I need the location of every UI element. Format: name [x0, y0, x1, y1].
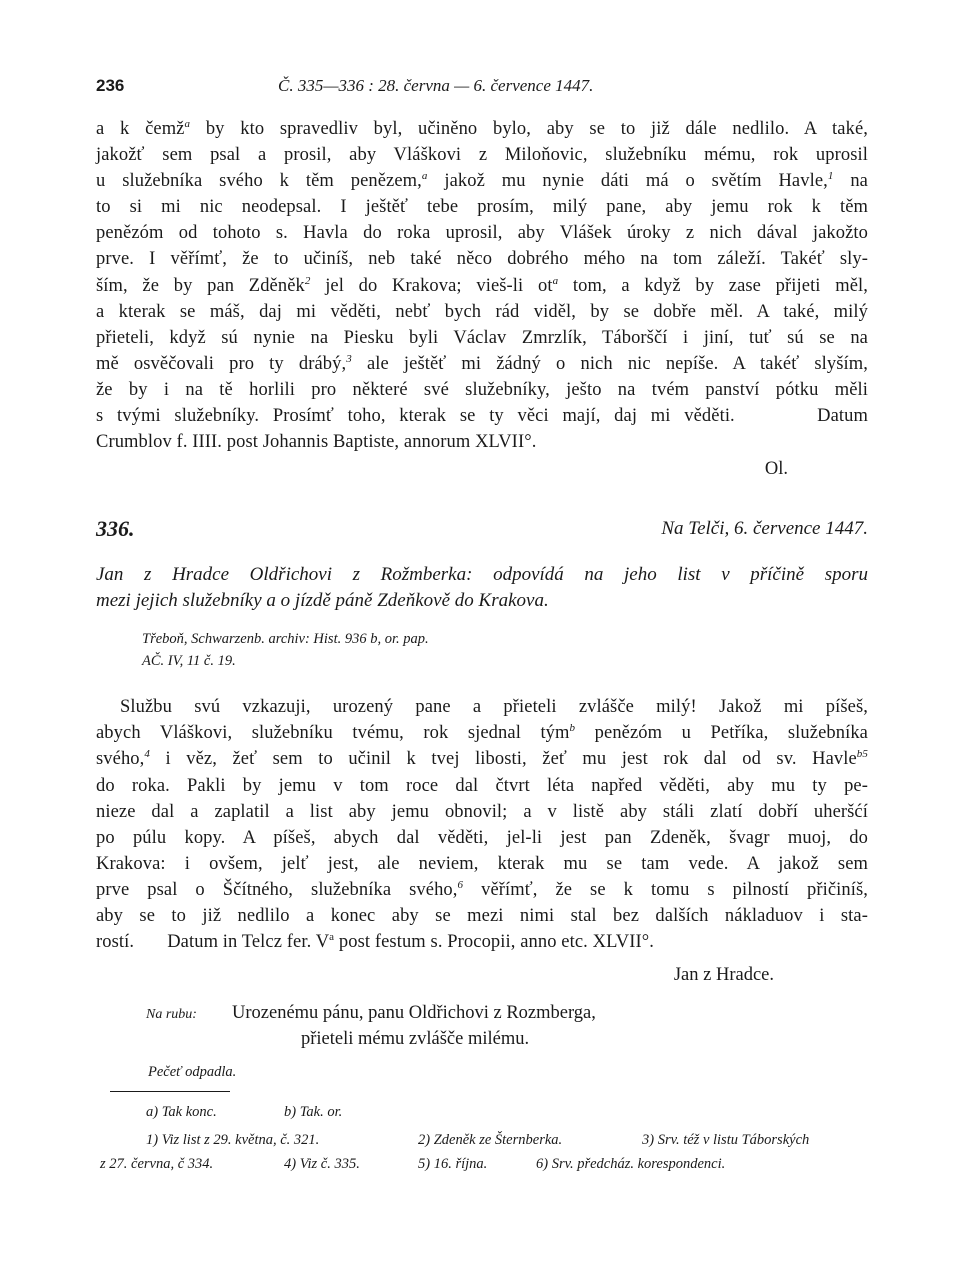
footnote: 4) Viz č. 335. [284, 1156, 360, 1173]
text-line: nieze dal a zaplatil a list aby jemu obnovil; a v listě aby stáli zlatí dobří uheršćí [96, 801, 868, 822]
letter-335-signature: Ol. [764, 459, 788, 480]
footnotes [96, 1100, 868, 1176]
regest [96, 562, 868, 614]
text-line: s tvými služebníky. Prosímť toho, kterak se ty věci mají, daj mi věděti. Datum [96, 406, 868, 427]
text-line: přieteli, když sú nynie na Piesku byli Václav Zmrzlík, Táborščí i jiní, tuť sú se na [96, 327, 868, 348]
letter-335-text [96, 116, 868, 455]
footnote: z 27. června, č 334. [100, 1156, 214, 1173]
text-line: Službu svú vzkazuji, urozený pane a přieteli zvláščе milý! Jakož mi píšeš, [120, 697, 868, 718]
footnote-row [96, 1128, 868, 1152]
text-line: aby se to již nedlilo a konec aby se mezi nimi stal bez dalších nákladuov i sta- [96, 905, 868, 926]
running-title: Č. 335—336 : 28. června — 6. července 1447. [278, 76, 594, 95]
text-line: svého,$^4$ i věz, žeť sem to učinil k tvej libosti, žeť mu jest rok dal od sv. Havle$^{b5}$ [96, 748, 868, 770]
footnote: b) Tak. or. [284, 1104, 343, 1121]
signoff: Jan z Hradce. [673, 965, 774, 986]
document-number: 336. [96, 516, 135, 542]
source-line: AČ. IV, 11 č. 19. [142, 653, 236, 670]
text-line: Crumblov f. IIII. post Johannis Baptiste, annorum XLVII°. [96, 432, 537, 453]
text-line: ším, že by pan Zděněk$^2$ jel do Krakova; vieš-li $ot^a$ tom, a když by zase přijeti měl, [96, 274, 868, 296]
text-line: rostí. Datum in Telcz fer. $V^a$ post festum s. Procopii, anno etc. XLVII°. [96, 930, 654, 953]
text-line: penězóm od tohoto s. Havla do roka uprosil, aby Vlášek úroky z nich dával jakožto [96, 223, 868, 244]
text-line: prve. I věřímť, že to učiníš, neb také něco dobrého mého na tom záleží. Takéť sly- [96, 249, 868, 270]
address-block [96, 1000, 868, 1054]
footnote: 1) Viz list z 29. května, č. 321. [146, 1132, 320, 1149]
text-line: do roka. Pakli by jemu v tom roce dal čtvrt léta napřed věděti, aby mu ty pe- [96, 775, 868, 796]
footnote-row [96, 1152, 868, 1176]
text-line: prve psal o Ščítného, služebníka svého,$^6$ věřímť, že se k tomu s pilností přičiníš, [96, 878, 868, 900]
address-label: Na rubu: [146, 1007, 197, 1023]
source-citation [96, 628, 868, 672]
regest-line: Jan z Hradce Oldřichovi z Rožmberka: odpovídá na jeho list v příčině sporu [96, 564, 868, 586]
seal-note: Pečeť odpadla. [148, 1064, 237, 1081]
text-line: mě osvěčovali pro ty drábý,$^3$ ale ještěť mi žádný o nich nic nepíše. A takéť slyším, [96, 352, 868, 374]
text-line: a kterak se máš, daj mi věděti, nebť bych rád viděl, by se dobře měl. A také, milý [96, 301, 868, 322]
text-line: po púlu kopy. A píšeš, abych dal věděti, jel-li jest pan Zdeněk, švagr muoj, do [96, 827, 868, 848]
text-line: abych Vláškovi, služebníku tvému, rok sjednal tým$^b$ penězóm u Petříka, služebníka [96, 722, 868, 744]
document-heading [96, 516, 868, 550]
letter-336-text [96, 694, 868, 955]
page [96, 70, 868, 1176]
footnote: 3) Srv. též v listu Táborských [642, 1132, 810, 1149]
text-line: jakožť sem psal a prosil, aby Vláškovi z Miloňovic, služebníku mému, rok uprosil [96, 145, 868, 166]
address-line: Urozenému pánu, panu Oldřichovi z Rozmberga, [232, 1003, 596, 1024]
text-line: Krakova: i ovšem, jelť jest, ale neviem, kterak mu se tam vede. A jakož sem [96, 853, 868, 874]
source-line: Třeboň, Schwarzenb. archiv: Hist. 936 b, or. pap. [142, 631, 429, 648]
address-line: přieteli mému zvláščе milému. [301, 1029, 530, 1050]
text-line: a k čemž$^a$ by kto spravedliv byl, učiněno bylo, aby se to již dále nedlilo. A také, [96, 117, 868, 139]
running-head [96, 70, 868, 102]
place-date: Na Telči, 6. července 1447. [661, 518, 868, 540]
text-line: že by i na tě horlili pro některé své služebníky, ješto na tvém panství pótku měli [96, 379, 868, 400]
footnote: 5) 16. října. [418, 1156, 488, 1173]
text-line: u služebníka svého k těm penězem,$^a$ jakož mu nynie dáti má o světím Havle,$^1$ na [96, 170, 868, 192]
footnote-row [96, 1100, 868, 1124]
footnote: 2) Zdeněk ze Šternberka. [418, 1132, 563, 1149]
footnote: 6) Srv. předcház. korespondenci. [536, 1156, 726, 1173]
page-number: 236 [96, 76, 125, 95]
footnote-rule [110, 1091, 230, 1092]
footnote: a) Tak konc. [146, 1104, 217, 1121]
regest-line: mezi jejich služebníky a o jízdě páně Zdeňkově do Krakova. [96, 590, 549, 612]
text-line: to si mi nic neodepsal. I ještěť tebe prosím, milý pane, aby jemu rok k těm [96, 197, 868, 218]
